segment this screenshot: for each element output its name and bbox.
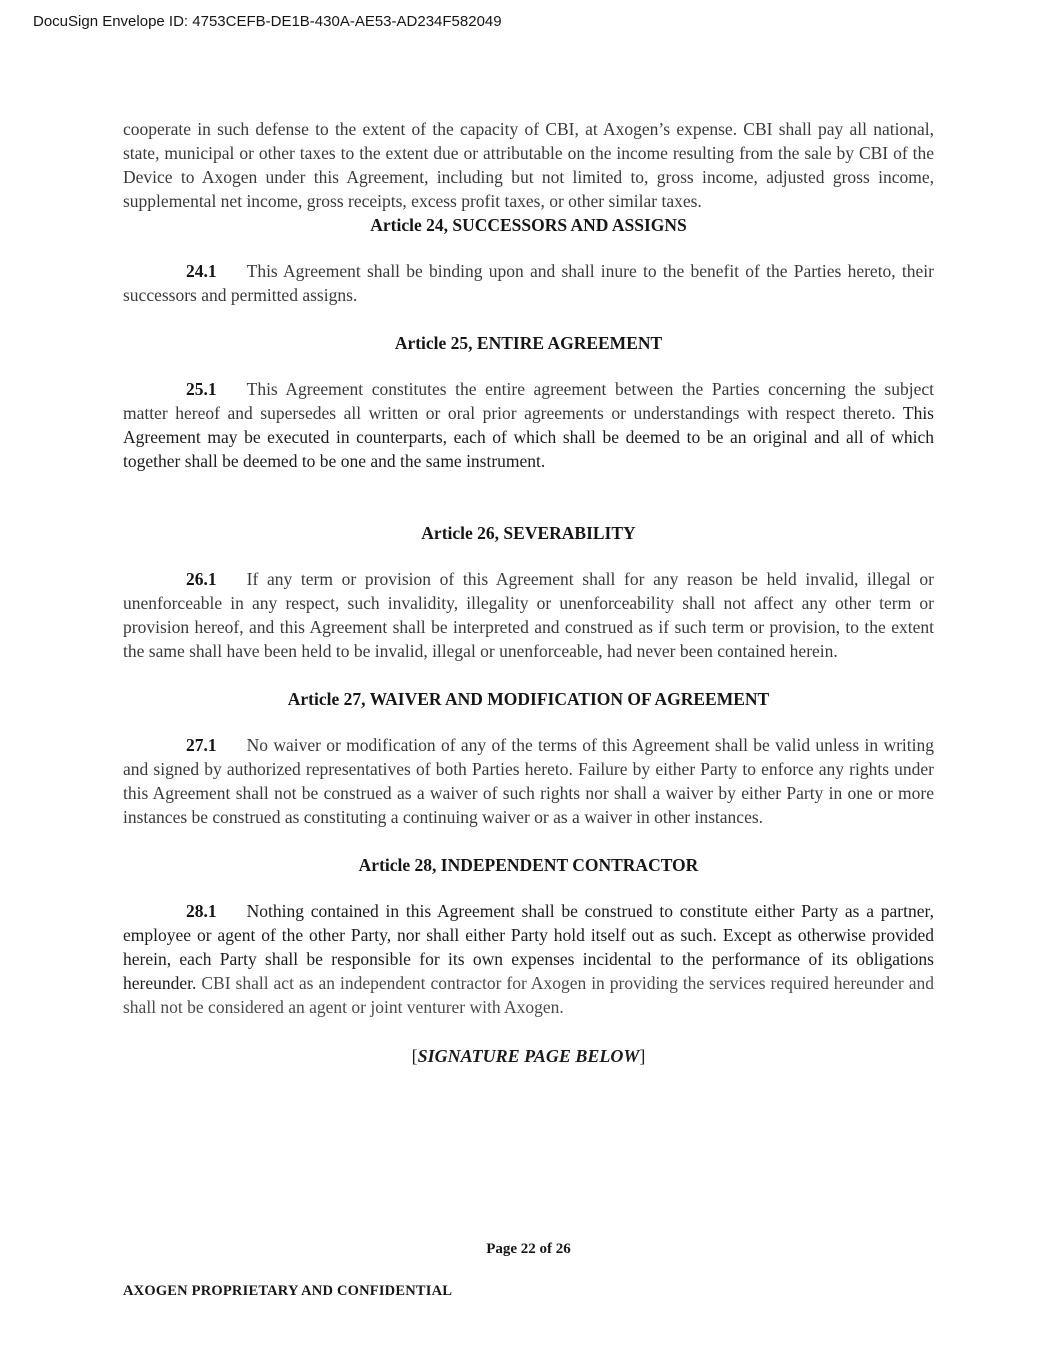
clause-number-27-1: 27.1 bbox=[186, 735, 217, 755]
clause-number-26-1: 26.1 bbox=[186, 569, 217, 589]
paragraph-25-1 bbox=[123, 377, 934, 473]
heading-article-26: Article 26, SEVERABILITY bbox=[421, 523, 636, 543]
signature-page-note bbox=[123, 1044, 934, 1068]
heading-article-27: Article 27, WAIVER AND MODIFICATION OF AGREEMENT bbox=[287, 689, 770, 709]
heading-article-25: Article 25, ENTIRE AGREEMENT bbox=[394, 333, 663, 353]
clause-number-24-1: 24.1 bbox=[186, 261, 217, 281]
open-bracket: [ bbox=[411, 1046, 418, 1066]
page-number-label: Page 22 of 26 bbox=[486, 1241, 571, 1257]
paragraph-26-1 bbox=[123, 567, 934, 663]
docusign-envelope-id: DocuSign Envelope ID: 4753CEFB-DE1B-430A-AE53-AD234F582049 bbox=[33, 13, 502, 30]
clause-text-28-1: Nothing contained in this Agreement shall be construed to constitute either Party as a partner, employee or agent of the other Party, nor shall either Party hold itself out as such. Except as otherwise provided herein, each Party shall be responsible for its own expenses incidental to the performance of its obligations hereunder. bbox=[123, 901, 934, 993]
clause-text-25-1-inserted: This Agreement may be executed in counterparts, each of which shall be deemed to be an original and all of which together shall be deemed to be one and the same instrument. bbox=[123, 403, 934, 471]
clause-text-25-1: This Agreement constitutes the entire agreement between the Parties concerning the subject matter hereof and supersedes all written or oral prior agreements or understandings with respect thereto. bbox=[123, 379, 934, 423]
paragraph-27-1 bbox=[123, 733, 934, 829]
clause-text-26-1: If any term or provision of this Agreement shall for any reason be held invalid, illegal or unenforceable in any respect, such invalidity, illegality or unenforceability shall not affect any other term or provision hereof, and this Agreement shall be interpreted and construed as if such term or provision, to the extent the same shall have been held to be invalid, illegal or unenforceable, had never been contained herein. bbox=[123, 569, 934, 661]
signature-page-label: SIGNATURE PAGE BELOW bbox=[417, 1046, 640, 1066]
clause-number-25-1: 25.1 bbox=[186, 379, 217, 399]
paragraph-28-1 bbox=[123, 899, 934, 1019]
close-bracket: ] bbox=[639, 1046, 646, 1066]
clause-text-28-1-continued: CBI shall act as an independent contractor for Axogen in providing the services required hereunder and shall not be considered an agent or joint venturer with Axogen. bbox=[123, 973, 935, 1017]
paragraph-taxes-continuation: cooperate in such defense to the extent of the capacity of CBI, at Axogen’s expense. CBI shall pay all national, state, municipal or other taxes to the extent due or attributable on the income resulting from the sale by CBI of the Device to Axogen under this Agreement, including but not limited to, gross income, adjusted gross income, supplemental net income, gross receipts, excess profit taxes, or other similar taxes. bbox=[123, 119, 934, 211]
clause-text-24-1: This Agreement shall be binding upon and shall inure to the benefit of the Parties hereto, their successors and permitted assigns. bbox=[123, 261, 934, 305]
clause-text-27-1: No waiver or modification of any of the terms of this Agreement shall be valid unless in writing and signed by authorized representatives of both Parties hereto. Failure by either Party to enforce any rights under this Agreement shall not be construed as a waiver of such rights nor shall a waiver by either Party in one or more instances be construed as constituting a continuing waiver or as a waiver in other instances. bbox=[123, 735, 934, 827]
paragraph-24-1 bbox=[123, 259, 934, 307]
heading-article-24: Article 24, SUCCESSORS AND ASSIGNS bbox=[370, 215, 687, 235]
document-content bbox=[123, 117, 934, 1068]
heading-article-28: Article 28, INDEPENDENT CONTRACTOR bbox=[358, 855, 699, 875]
confidentiality-notice: AXOGEN PROPRIETARY AND CONFIDENTIAL bbox=[123, 1283, 453, 1299]
clause-number-28-1: 28.1 bbox=[186, 901, 217, 921]
